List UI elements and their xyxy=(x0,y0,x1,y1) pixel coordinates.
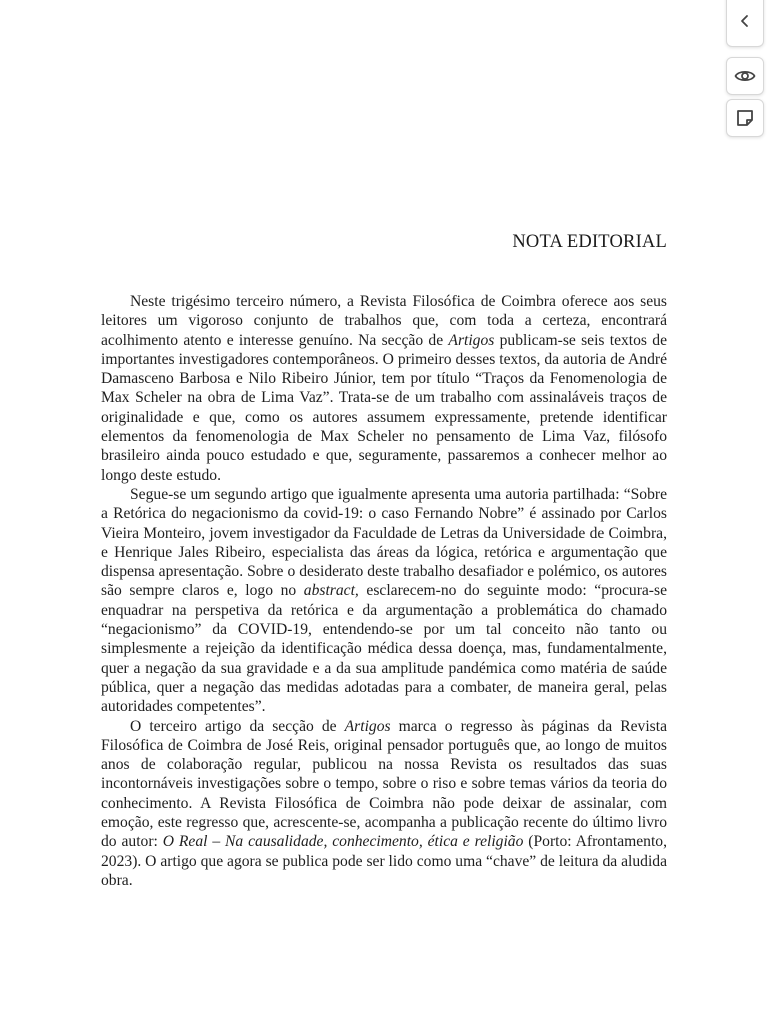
eye-icon xyxy=(734,68,756,84)
sticky-note-icon xyxy=(735,108,755,128)
show-button[interactable] xyxy=(726,57,764,95)
collapse-button[interactable] xyxy=(726,0,764,47)
paragraph-segment: O terceiro artigo da secção de xyxy=(130,717,345,735)
editorial-body xyxy=(101,292,667,890)
paragraph-segment: (Porto: Afrontamento, 2023). O artigo que agora se publica pode ser lido como uma “chave” de leitura da aludida obra. xyxy=(101,833,667,889)
paragraph-segment: marca o regresso às páginas da Revista Filosófica de Coimbra de José Reis, original pensador português que, ao longo de muitos anos de colaboração regular, publicou na nossa Revista os resultados das suas incontornáveis investigações sobre o tempo, sobre o riso e sobre temas vários da teoria do conhecimento. A Revista Filosófica de Coimbra não pode deixar de assinalar, com emoção, este regresso que, acrescente-se, acompanha a publicação recente do último livro do autor: xyxy=(101,717,667,851)
paragraph-segment: Segue-se um segundo artigo que igualmente apresenta uma autoria partilhada: “Sobre a Retórica do negacionismo da covid-19: o caso Fernando Nobre” é assinado por Carlos Vieira Monteiro, jovem investigador da Faculdade de Letras da Universidade de Coimbra, e Henrique Jales Ribeiro, especialista das áreas da lógica, retórica e argumentação que dispensa apresentação. Sobre o desiderato deste trabalho desafiador e polémico, os autores são sempre claros e, logo no xyxy=(101,485,667,600)
paragraph-segment-italic: O Real – Na causalidade, conhecimento, ética e religião xyxy=(162,833,524,851)
paragraph-segment-italic: abstract, xyxy=(303,582,359,600)
paragraph-segment: Neste trigésimo terceiro número, a Revista Filosófica de Coimbra oferece aos seus leitores um vigoroso conjunto de trabalhos que, com toda a certeza, encontrará acolhimento atento e interesse genuíno. Na secção de xyxy=(101,293,667,349)
chevron-left-icon xyxy=(738,14,752,28)
paragraph-2 xyxy=(101,485,667,717)
page-title: NOTA EDITORIAL xyxy=(512,232,667,252)
paragraph-segment-italic: Artigos xyxy=(344,717,391,735)
paragraph-3 xyxy=(101,717,667,891)
paragraph-segment-italic: Artigos xyxy=(448,331,495,349)
notes-button[interactable] xyxy=(726,99,764,137)
paragraph-1 xyxy=(101,292,667,485)
paragraph-segment: publicam-se seis textos de importantes investigadores contemporâneos. O primeiro desses textos, da autoria de André Damasceno Barbosa e Nilo Ribeiro Júnior, tem por título “Traços da Fenomenologia de Max Scheler na obra de Lima Vaz”. Trata-se de um trabalho com assinaláveis traços de originalidade e que, como os autores assumem expressamente, pretende identificar elementos da fenomenologia de Max Scheler no pensamento de Lima Vaz, filósofo brasileiro ainda pouco estudado e que, seguramente, passaremos a conhecer melhor ao longo deste estudo. xyxy=(101,331,667,484)
paragraph-segment: esclarecem-no do seguinte modo: “procura-se enquadrar na perspetiva da retórica e da argumentação a problemática do chamado “negacionismo” da COVID-19, entendendo-se por um tal conceito não tanto ou simplesmente a rejeição da identificação médica dessa doença, mas, fundamentalmente, quer a negação da sua gravidade e a da sua amplitude pandémica como matéria de saúde pública, quer a negação das medidas adotadas para a combater, de maneira geral, pelas autoridades competentes”. xyxy=(101,582,667,716)
